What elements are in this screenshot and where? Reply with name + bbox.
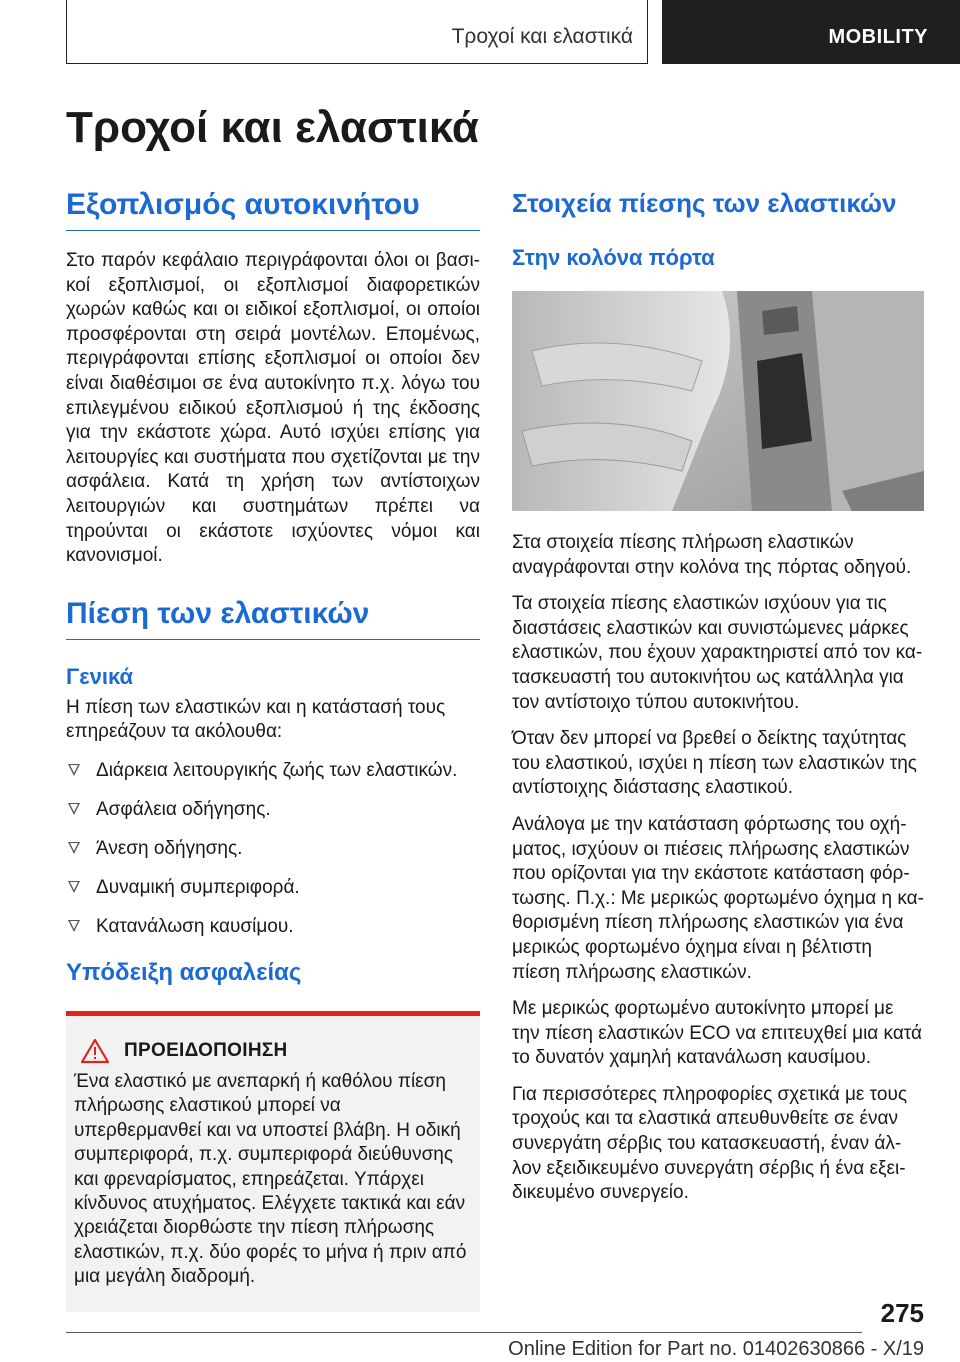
warning-box (66, 1011, 480, 1312)
heading-general: Γενικά (66, 663, 134, 689)
right-column (512, 188, 924, 1206)
page-title: Τροχοί και ελαστικά (66, 103, 479, 152)
heading-door-pillar: Στην κολόνα πόρτα (512, 245, 715, 270)
page-number: 275 (880, 1298, 924, 1328)
list-item: Ασφάλεια οδήγησης. (66, 798, 480, 822)
footer-edition: Online Edition for Part no. 01402630866 - X/19 (508, 1338, 924, 1360)
header-chapter-title: MOBILITY (828, 26, 928, 48)
paragraph-load-state: Ανάλογα με την κατάσταση φόρτωσης του οχήματος, ισχύουν οι πιέσεις πλήρωσης ελαστικών που ορίζονται για την εκάστοτε κατάσταση φόρτωσης. Π.χ.: Με μερικώς φορτωμένο όχημα η καθορισμένη πίεση πλήρωσης ελαστικών για ένα μερικώς φορτωμένο όχημα είναι η βέλτιστη πίεση πλήρωσης ελαστικών. (512, 813, 924, 983)
paragraph-eco-pressure: Με μερικώς φορτωμένο αυτοκίνητο μπορεί με την πίεση ελαστικών ECO να επιτευχθεί μια κατά το δυνατόν χαμηλή κατανάλωση καυσίμου. (512, 998, 923, 1069)
heading-tire-pressure-data: Στοιχεία πίεσης των ελαστικών (512, 188, 897, 218)
warning-triangle-icon (80, 1038, 110, 1064)
triangle-bullet-icon (68, 764, 80, 776)
header-chapter-box (662, 0, 960, 64)
list-item: Διάρκεια λειτουργικής ζωής των ελαστικών. (66, 759, 480, 783)
warning-text: Ένα ελαστικό με ανεπαρκή ή καθόλου πίεση πλήρωσης ελαστικού μπορεί να υπερθερμανθεί και να υποστεί βλάβη. Η οδική συμπεριφορά, π.χ. συμπεριφορά διεύθυνσης και φρεναρίσματος, επηρεάζεται. Υπάρχει κίνδυνος ατυχήματος. Ελέγχετε τακτικά και εάν χρειάζεται διορθώστε την πίεση πλήρωσης ελαστικών, π.χ. δύο φορές το μήνα ή πριν από μια μεγάλη διαδρομή. (74, 1070, 467, 1288)
heading-safety-note: Υπόδειξη ασφαλείας (66, 958, 302, 986)
header-section-box (66, 0, 648, 64)
header-section-title: Τροχοί και ελαστικά (451, 25, 633, 48)
paragraph-vehicle-equipment: Στο παρόν κεφάλαιο περιγράφονται όλοι οι βασικοί εξοπλισμοί, οι εξοπλισμοί διαφορετικών χωρών καθώς και οι ειδικοί εξοπλισμοί, οι οποίοι προσφέρονται στη σειρά μοντέλων. Επομένως, περιγράφονται επίσης εξοπλισμοί οι οποίοι δεν είναι διαθέσιμοι σε ένα αυτοκίνητο π.χ. λόγω του επιλεγμένου ειδικού εξοπλισμού ή της έκδοσης για την εκάστοτε χώρα. Αυτό ισχύει επίσης για λειτουργίες και συστήματα που σχετίζονται με την ασφάλεια. Κατά τη χρήση των αντίστοιχων λειτουργιών και συστημάτων πρέπει να τηρούνται οι εκάστοτε ισχύοντες νόμοι και κανονισμοί. (66, 250, 480, 567)
triangle-bullet-icon (68, 920, 80, 932)
door-pillar-photo (512, 291, 924, 511)
left-column (66, 188, 480, 1312)
triangle-bullet-icon (68, 803, 80, 815)
list-item: Άνεση οδήγησης. (66, 837, 480, 861)
heading-vehicle-equipment: Εξοπλισμός αυτοκινήτου (66, 188, 480, 231)
paragraph-more-info: Για περισσότερες πληροφορίες σχετικά με τους τροχούς και τα ελαστικά απευθυνθείτε σε έναν συνεργάτη σέρβις του κατασκευαστή, έναν άλλον εξειδικευμένο συνεργάτη σέρβις ή ένα εξειδικευμένο συνεργείο. (512, 1083, 908, 1204)
triangle-bullet-icon (68, 881, 80, 893)
triangle-bullet-icon (68, 842, 80, 854)
effects-list (66, 759, 480, 939)
list-item: Κατανάλωση καυσίμου. (66, 915, 480, 939)
warning-header (74, 1038, 468, 1064)
warning-title: ΠΡΟΕΙΔΟΠΟΙΗΣΗ (124, 1039, 288, 1061)
footer-divider (66, 1332, 862, 1333)
paragraph-general: Η πίεση των ελαστικών και η κατάστασή τους επηρεάζουν τα ακόλουθα: (66, 696, 446, 743)
paragraph-pillar-info: Στα στοιχεία πίεσης πλήρωση ελαστικών αναγράφονται στην κολόνα της πόρτας οδηγού. (512, 532, 912, 578)
paragraph-applicable-sizes: Τα στοιχεία πίεσης ελαστικών ισχύουν για τις διαστάσεις ελαστικών και συνιστώμενες μάρκες ελαστικών, που έχουν χαρακτηριστεί από τον κατασκευαστή του αυτοκινήτου ως κατάλληλα για τον αντίστοιχο τύπου αυτοκινήτου. (512, 593, 923, 713)
paragraph-speed-index: Όταν δεν μπορεί να βρεθεί ο δείκτης ταχύτητας του ελαστικού, ισχύει η πίεση των ελαστικών της αντίστοιχης διάστασης ελαστικού. (512, 728, 917, 799)
heading-tire-pressure: Πίεση των ελαστικών (66, 597, 480, 640)
list-item: Δυναμική συμπεριφορά. (66, 876, 480, 900)
